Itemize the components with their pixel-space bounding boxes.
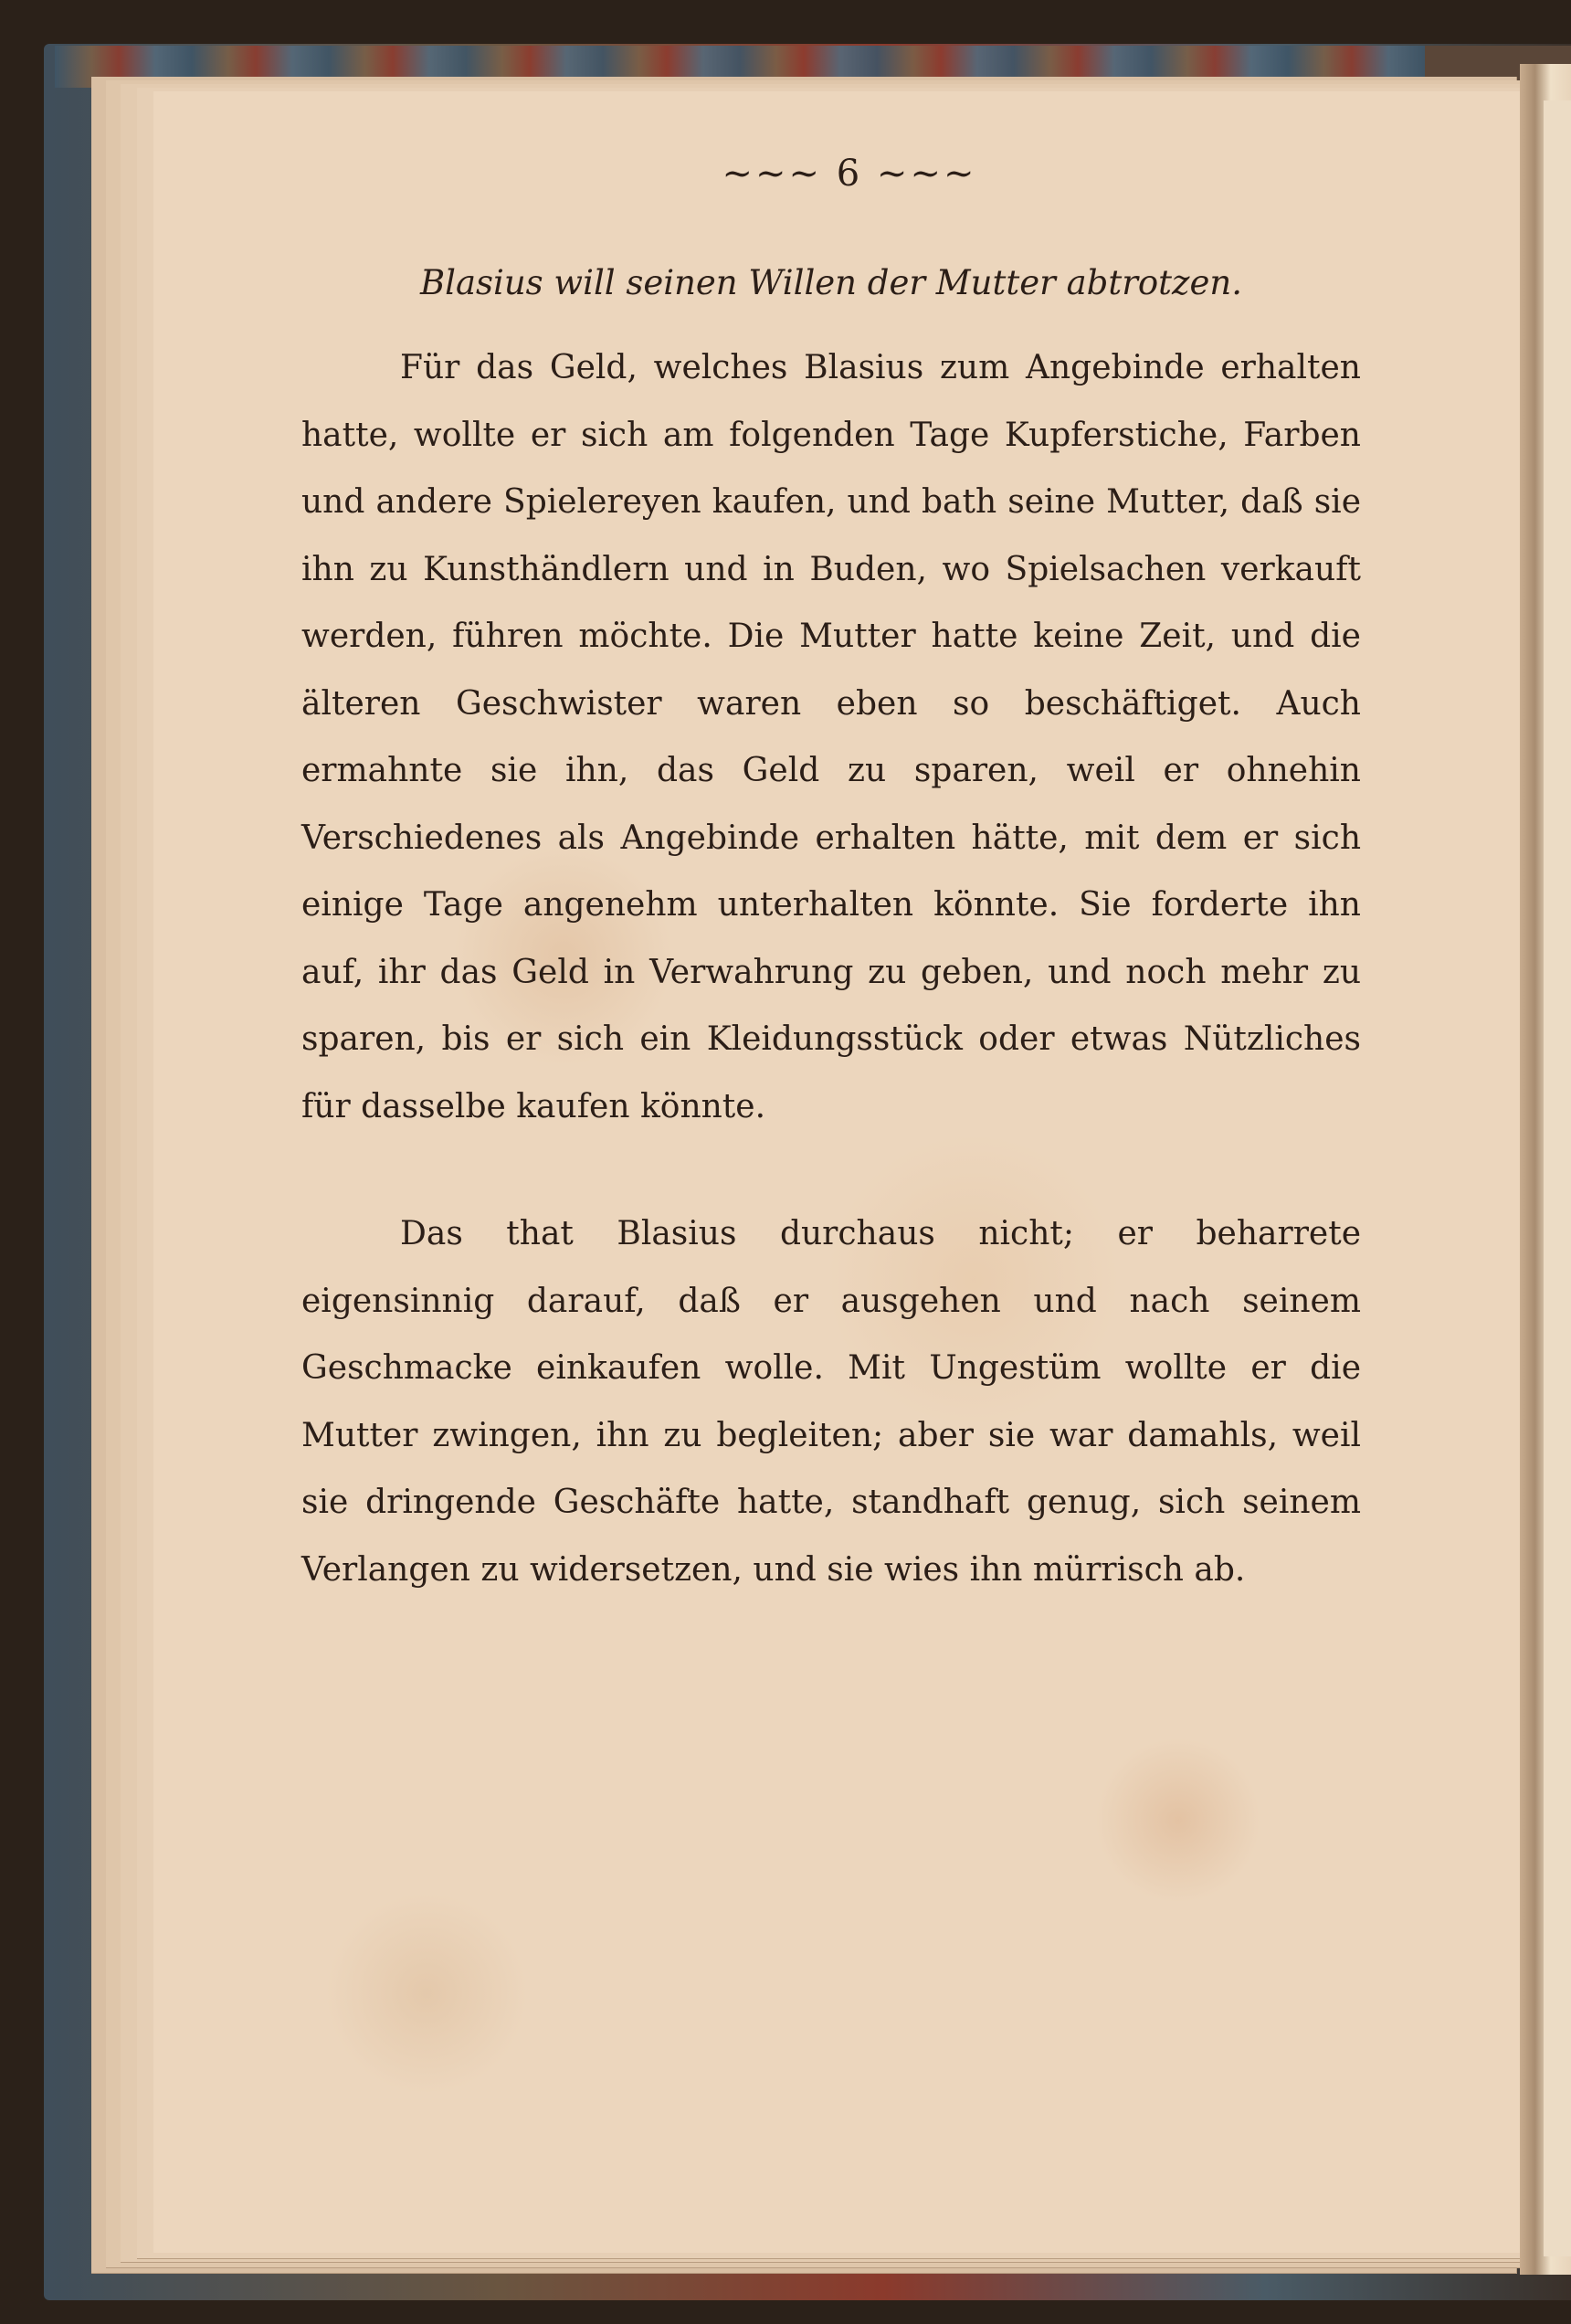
paragraph-1: Für das Geld, welches Blasius zum Angebinde erhalten hatte, wollte er sich am folgenden Tage Kupferstiche, Farben und andere Spielereyen kaufen, und bath seine Mutter, daß sie ihn zu Kunsthändlern und in Buden, wo Spielsachen verkauft werden, führen möchte. Die Mutter hatte keine Zeit, und die älteren Geschwister waren eben so beschäftiget. Auch ermahnte sie ihn, das Geld zu sparen, weil er ohnehin Verschiedenes als Angebinde erhalten hätte, mit dem er sich einige Tage angenehm unterhalten könnte. Sie forderte ihn auf, ihr das Geld in Verwahrung zu geben, und noch mehr zu sparen, bis er sich ein Kleidungsstück oder etwas Nützliches für dasselbe kaufen könnte. xyxy=(301,349,1361,1125)
facing-page-edge xyxy=(1544,100,1571,2256)
paragraph-2: Das that Blasius durchaus nicht; er beharrete eigensinnig darauf, daß er ausgehen und nach seinem Geschmacke einkaufen wolle. Mit Ungestüm wollte er die Mutter zwingen, ihn zu begleiten; aber sie war damahls, weil sie dringende Geschäfte hatte, standhaft genug, sich seinem Verlangen zu widersetzen, und sie wies ihn mürrisch ab. xyxy=(301,1215,1361,1589)
page-number: ~~~ 6 ~~~ xyxy=(722,153,977,195)
page-text-block xyxy=(301,146,1361,1603)
chapter-heading: Blasius will seinen Willen der Mutter abtrotzen. xyxy=(419,263,1243,302)
